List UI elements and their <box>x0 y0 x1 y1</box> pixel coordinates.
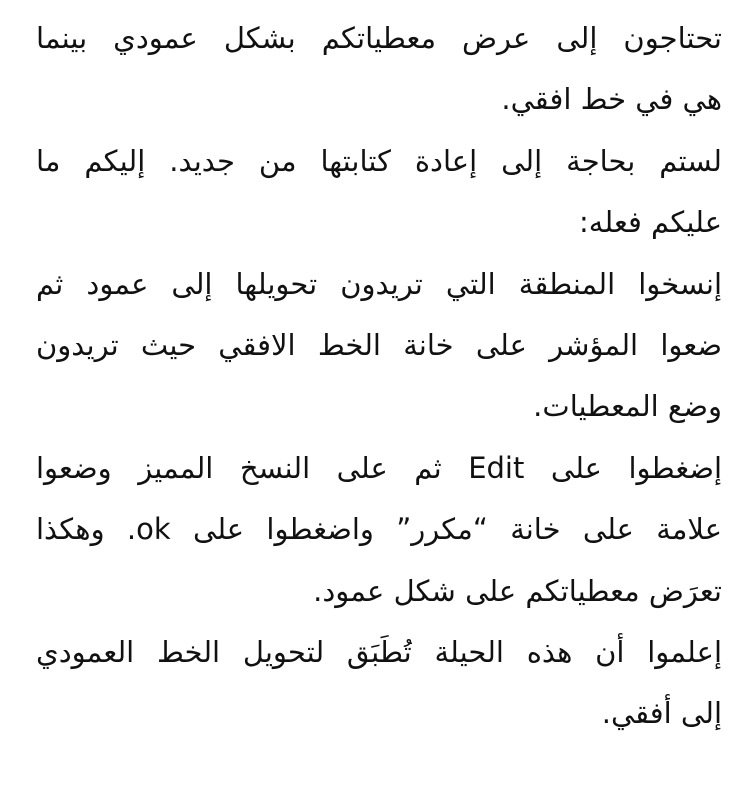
article-text <box>36 8 722 745</box>
text-line-10: تعرَض معطياتكم على شكل عمود. <box>313 573 722 608</box>
text-line-1: تحتاجون إلى عرض معطياتكم بشكل عمودي بينما <box>36 21 722 55</box>
text-line-4: عليكم فعله: <box>579 205 722 240</box>
text-line-11: إعلموا أن هذه الحيلة تُطَبَق لتحويل الخط العمودي <box>36 634 722 669</box>
text-line-5: إنسخوا المنطقة التي تريدون تحويلها إلى عمود ثم <box>36 266 722 301</box>
text-line-6: ضعوا المؤشر على خانة الخط الافقي حيث تريدون <box>36 327 722 362</box>
text-line-12: إلى أفقي. <box>601 696 722 731</box>
text-line-9: علامة على خانة “مكرر” واضغطوا على ok. وهكذا <box>36 512 722 547</box>
text-line-8: إضغطوا على Edit ثم على النسخ المميز وضعوا <box>36 450 722 485</box>
text-line-3: لستم بحاجة إلى إعادة كتابتها من جديد. إليكم ما <box>36 143 722 178</box>
text-line-2: هي في خط افقي. <box>501 82 722 117</box>
text-line-7: وضع المعطيات. <box>533 389 722 424</box>
